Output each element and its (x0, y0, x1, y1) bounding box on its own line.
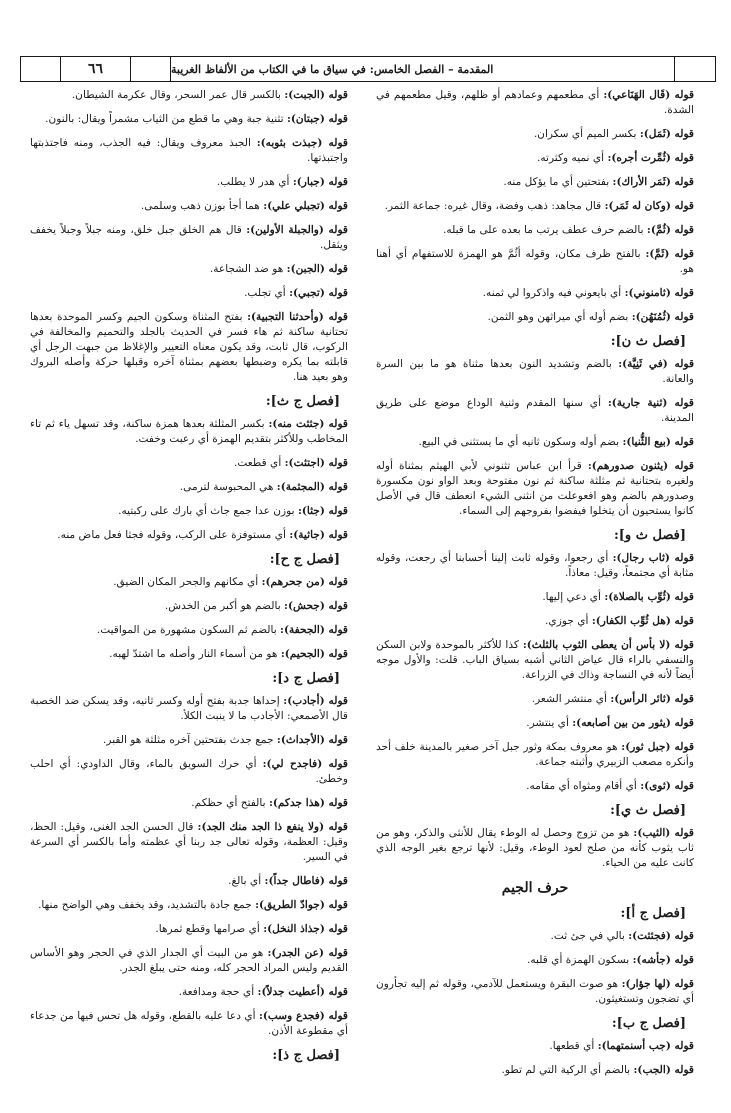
entry-definition: إحداها جدبة بفتح أوله وكسر ثانيه، وقد يسكن ضد الخصبة قال الأصمعي: الأجادب ما لا ينبت الكلأ. (30, 695, 348, 722)
glossary-entry (30, 417, 348, 447)
entry-term: قوله (في ثَنِيَّة): (618, 358, 695, 370)
entry-definition: هو معروف بمكة وثور جبل آخر صغير بالمدينة خلف أحد وأنكره مصعب الزبيري وأثبته جماعة. (376, 741, 694, 768)
section-heading: [فصل ث ي]: (610, 803, 686, 818)
glossary-entry (30, 796, 348, 811)
entry-definition: قال هم الخلق جبل خلق، ومنه جبلاً وجبلاً يخفف ويثقل. (30, 224, 348, 251)
glossary-entry (30, 286, 348, 301)
glossary-entry (30, 88, 348, 103)
entry-definition: أي بايعوني فيه واذكروا لي ثمنه. (482, 287, 625, 299)
entry-definition: بضم أوله أي ميراثهن وهو الثمن. (487, 311, 632, 323)
entry-term: قوله (ثاب رجال): (612, 552, 695, 564)
entry-term: قوله (قَال الهَنَاعي): (603, 89, 695, 101)
entry-definition: أي هدر لا يطلب. (216, 176, 293, 188)
entry-term: قوله (المجثمة): (276, 481, 348, 493)
glossary-entry (376, 199, 694, 214)
entry-definition: أي حجة ومدافعة. (178, 986, 258, 998)
entry-definition: أي نميه وكثرته. (536, 152, 608, 164)
entry-term: قوله (أعطيت جدلاً): (257, 986, 348, 998)
glossary-entry (30, 733, 348, 748)
entry-definition: أي بالغ. (228, 875, 265, 887)
entry-term: قوله (الجحفة): (280, 624, 348, 636)
glossary-entry (376, 247, 694, 277)
entry-definition: بفتحتين أي ما يؤكل منه. (503, 176, 613, 188)
glossary-entry (376, 127, 694, 142)
entry-definition: أي رجعوا، وقوله ثابت إلينا أحسابنا أي رجعت، وقوله مثابة أي مجتمعاً، وقيل: معاذاً. (376, 552, 694, 579)
section-heading: [فصل ج ب]: (611, 1016, 686, 1031)
right-column (376, 88, 694, 1087)
entry-definition: أي صرامها وقطع ثمرها. (155, 923, 264, 935)
glossary-entry (376, 357, 694, 387)
entry-definition: بالضم هو أكبر من الخدش. (164, 600, 285, 612)
entry-term: قوله (والجبلة الأولين): (246, 224, 348, 236)
entry-term: قوله (الثيب): (633, 827, 694, 839)
glossary-entry (30, 310, 348, 385)
entry-definition: جمع جادة بالتشديد، وقد يخفف وهي الواضح منها. (38, 899, 256, 911)
section-heading: [فصل ث و]: (613, 528, 686, 543)
glossary-entry (30, 922, 348, 937)
glossary-entry (376, 175, 694, 190)
header-empty-cell (675, 57, 715, 81)
entry-term: قوله (ثنية جارية): (607, 397, 694, 409)
entry-term: قوله (تجبلي علي): (263, 200, 348, 212)
entry-definition: أي دعا عليه بالقطع، وقوله هل تحس فيها من جدعاء أي مقطوعة الأذن. (30, 1010, 348, 1037)
entry-definition: أي ينتشر. (526, 717, 573, 729)
glossary-entry (376, 310, 694, 325)
entry-term: قوله (من جحرهم): (261, 576, 348, 588)
glossary-entry (30, 647, 348, 662)
entry-term: قوله (جبتان): (286, 113, 348, 125)
entry-definition: أي حرك السويق بالماء، وقال الداودي: أي احلب وخطئ. (30, 758, 348, 785)
running-header (20, 56, 716, 82)
page-number: ٦٦ (61, 57, 131, 81)
entry-term: قوله (فاجدح لي): (262, 758, 348, 770)
entry-definition: تثنية جبة وهي ما قطع من الثياب مشمراً ويقال: بالنون. (45, 113, 287, 125)
entry-definition: بكسر المثلثة بعدها همزة ساكنة، وقد تسهل ياء ثم تاء المخاطب وللأكثر بتقديم الهمزة أي رعبت وخفت. (30, 418, 348, 445)
glossary-entry (376, 435, 694, 450)
entry-term: قوله (الجبت): (284, 89, 348, 101)
glossary-entry (376, 779, 694, 794)
entry-definition: بضم أوله وسكون ثانيه أي ما يستثنى في البيع. (418, 436, 623, 448)
chapter-heading: حرف الجيم (501, 880, 569, 896)
entry-definition: هو صوت البقرة ويستعمل للآدمي، وقوله ثم إليه تجأرون أي تضجون وتستغيثون. (376, 978, 694, 1005)
glossary-entry (30, 985, 348, 1000)
glossary-entry (376, 740, 694, 770)
entry-term: قوله (جأشه): (632, 954, 694, 966)
section-heading: [فصل ج د]: (272, 671, 340, 686)
entry-term: قوله (يثنون صدورهم): (587, 460, 694, 472)
header-empty-cell (21, 57, 61, 81)
glossary-entry (30, 1009, 348, 1039)
entry-definition: الجبذ معروف ويقال: فيه الجذب، ومنه فاجتذبتها واجتبذتها. (30, 137, 348, 164)
entry-definition: كذا للأكثر بالموحدة ولابن السكن والنسفي بالراء قال عياض الثاني أشبه بسياق الباب. قلت: والأول موجه أيضاً لأنه في النساجة وذاك في الزراعة. (376, 639, 694, 681)
entry-term: قوله (ثُوِّب بالصلاة): (604, 591, 694, 603)
entry-term: قوله (ثَمَر الأراك): (612, 176, 694, 188)
entry-definition: أي مستوفزة على الركب، وقوله فجثا فعل ماض منه. (57, 529, 290, 541)
glossary-entry (376, 614, 694, 629)
entry-definition: بالضم حرف عطف يرتب ما بعده على ما قبله. (443, 224, 647, 236)
entry-definition: هو من أسماء النار وأصله ما اشتدّ لهبه. (109, 648, 281, 660)
entry-term: قوله (الأجداث): (276, 734, 348, 746)
entry-term: قوله (فجدع وسب): (258, 1010, 348, 1022)
glossary-entry (376, 1039, 694, 1054)
entry-term: قوله (جثا): (297, 505, 348, 517)
entry-term: قوله (وكان له ثَمَر): (604, 200, 694, 212)
header-title: المقدمة – الفصل الخامس: في سياق ما في الكتاب من الألفاظ الغريبة (171, 57, 675, 81)
entry-term: قوله (جحش): (284, 600, 348, 612)
glossary-entry (376, 151, 694, 166)
entry-definition: قال الحسن الجد الغنى، وقيل: الحظ، وقيل: العظمة، وقوله تعالى جد ربنا أي عظمته وأما بالكسر أي السرعة في السير. (30, 821, 348, 863)
section-heading: [فصل ج أ]: (620, 906, 686, 921)
entry-term: قوله (جثثت منه): (268, 418, 348, 430)
glossary-entry (376, 638, 694, 683)
entry-term: قوله (ثُمَّ): (646, 224, 694, 236)
entry-definition: بالفتح ظرف مكان، وقوله أثُمَّ هو الهمزة للاستفهام أي أهنا هو. (376, 248, 694, 275)
glossary-entry (30, 175, 348, 190)
entry-term: قوله (ثُمِّرت أجره): (607, 152, 694, 164)
entry-term: قوله (لها جؤار): (621, 978, 694, 990)
glossary-entry (376, 590, 694, 605)
glossary-entry (376, 953, 694, 968)
entry-definition: بالي في جئ ثت. (550, 930, 629, 942)
glossary-entry (376, 826, 694, 871)
entry-definition: بالضم أي الركية التي لم تطو. (501, 1064, 634, 1076)
section-heading: [فصل ج ح]: (269, 552, 340, 567)
glossary-entry (376, 551, 694, 581)
glossary-entry (30, 262, 348, 277)
glossary-entry (30, 575, 348, 590)
entry-term: قوله (ثَمَل): (639, 128, 694, 140)
entry-term: قوله (ثوى): (640, 780, 694, 792)
entry-definition: هما أجأ بوزن ذهب وسلمى. (140, 200, 264, 212)
entry-term: قوله (ثائر الرأس): (610, 693, 694, 705)
glossary-entry (376, 716, 694, 731)
entry-term: قوله (اجتثت): (284, 457, 348, 469)
entry-definition: بسكون الهمزة أي قلبه. (526, 954, 633, 966)
entry-definition: هو من البيت أي الجدار الذي في الحجر وهو الأساس القديم وليس المراد الحجر كله، ومنه حتى يبلغ الجدر. (30, 947, 348, 974)
entry-term: قوله (جاثية): (289, 529, 348, 541)
entry-term: قوله (فجئثت): (628, 930, 694, 942)
entry-definition: هي المحبوسة لترمى. (179, 481, 277, 493)
entry-definition: قال مجاهد: ذهب وفضة، وقال غيره: جماعة الثمر. (384, 200, 605, 212)
entry-definition: أي جوزي. (545, 615, 592, 627)
entry-term: قوله (جبذت بثوبه): (256, 137, 348, 149)
glossary-entry (30, 112, 348, 127)
glossary-entry (30, 528, 348, 543)
glossary-entry (30, 199, 348, 214)
entry-definition: هو ضد الشجاعة. (209, 263, 287, 275)
section-heading: [فصل ج ث]: (265, 394, 340, 409)
glossary-entry (30, 946, 348, 976)
entry-term: قوله (ثامنوني): (624, 287, 694, 299)
glossary-entry (30, 757, 348, 787)
entry-term: قوله (أجادب): (283, 695, 348, 707)
entry-definition: بفتح المثناة وسكون الجيم وكسر الموحدة بعدها تحتانية ساكنة ثم هاء فسر في الحديث بالجلد والتحميم والمخالفة في الركوب، قال ثابت، وقد يكون معناه التعيير والإغلاظ من جبهت الرجل أي قابلته بما يكره وضبطها بعضهم بمثناة آخره وقبلها حركة وأصله البروك وهو بعيد هنا. (30, 311, 348, 383)
glossary-entry (30, 223, 348, 253)
entry-term: قوله (عن الجدر): (267, 947, 348, 959)
entry-definition: هو من تزوج وحصل له الوطء يقال للأنثى والذكر، وهو من ثاب يثوب كأنه من صلح لعود الوطء، وقيل: لأنها ترجع بغير الوجه الذي كانت عليه من الحياء. (376, 827, 694, 869)
glossary-entry (376, 977, 694, 1007)
glossary-entry (30, 136, 348, 166)
entry-definition: جمع جدث بفتحتين آخره مثلثة هو القبر. (102, 734, 277, 746)
glossary-entry (376, 692, 694, 707)
entry-term: قوله (ثُمُنَهُن): (631, 311, 694, 323)
glossary-entry (30, 874, 348, 889)
entry-definition: بالضم ثم السكون مشهورة من المواقيت. (96, 624, 281, 636)
glossary-entry (30, 599, 348, 614)
entry-term: قوله (الجبن): (286, 263, 348, 275)
entry-definition: بوزن عدا جمع جاث أي بارك على ركبتيه. (118, 505, 298, 517)
entry-definition: أي دعي إليها. (542, 591, 605, 603)
entry-term: قوله (هذا جدكم): (268, 797, 348, 809)
entry-definition: أي تجلب. (244, 287, 290, 299)
glossary-entry (30, 504, 348, 519)
entry-definition: أي منتشر الشعر. (531, 693, 611, 705)
glossary-entry (30, 820, 348, 865)
entry-definition: أي قطعت. (234, 457, 285, 469)
entry-definition: بكسر الميم أي سكران. (533, 128, 640, 140)
glossary-entry (376, 459, 694, 519)
glossary-entry (376, 286, 694, 301)
entry-term: قوله (جب أسنمتهما): (597, 1040, 694, 1052)
entry-term: قوله (الجب): (633, 1064, 694, 1076)
glossary-entry (30, 898, 348, 913)
entry-definition: أي مطعمهم وعمادهم أو ظلهم، وقيل مطعمهم في الشدة. (376, 89, 694, 116)
entry-term: قوله (الجحيم): (280, 648, 348, 660)
entry-definition: قرأ ابن عباس تثنوني لأبي الهيثم بمثناة أوله ولغيره بتحتانية ثم مثلثة ساكنة ثم نون مفتوحة وبعد الواو نون مكسورة وصدورهم بالضم وهو افعوعلت من انثنى الشيء انعطف قال في الأصل كانوا يستحيون أن يتخلوا فيفضوا بفروجهم إلى السماء. (376, 460, 694, 517)
entry-term: قوله (ثَمَّ): (645, 248, 694, 260)
entry-term: قوله (جبار): (292, 176, 348, 188)
glossary-entry (376, 88, 694, 118)
entry-definition: بالضم وتشديد النون بعدها مثناة هو ما بين السرة والعانة. (376, 358, 694, 385)
entry-term: قوله (جوادّ الطريق): (255, 899, 348, 911)
entry-term: قوله (هل ثُوِّب الكفار): (591, 615, 694, 627)
left-column (30, 88, 348, 1071)
header-empty-cell (131, 57, 171, 81)
entry-definition: أي سنها المقدم وثنية الوداع موضع على طريق المدينة. (376, 397, 694, 424)
entry-definition: أي قطعها. (549, 1040, 598, 1052)
glossary-entry (30, 623, 348, 638)
section-heading: [فصل ث ن]: (610, 334, 686, 349)
entry-term: قوله (جذاذ النخل): (263, 923, 348, 935)
entry-definition: بالفتح أي حظكم. (191, 797, 269, 809)
entry-definition: بالكسر قال عمر السحر، وقال عكرمة الشيطان. (71, 89, 285, 101)
glossary-entry (376, 396, 694, 426)
entry-term: قوله (وأحدثنا التجبية): (247, 311, 348, 323)
entry-term: قوله (يثور من بين أصابعه): (572, 717, 694, 729)
section-heading: [فصل ج ذ]: (272, 1048, 340, 1063)
entry-term: قوله (تجبي): (289, 287, 348, 299)
entry-definition: أي أقام ومثواه أي مقامه. (526, 780, 641, 792)
entry-term: قوله (لا بأس أن يعطى الثوب بالثلث): (522, 639, 694, 651)
glossary-entry (30, 694, 348, 724)
entry-definition: أي مكانهم والجحر المكان الضيق. (113, 576, 262, 588)
glossary-entry (376, 223, 694, 238)
glossary-entry (376, 1063, 694, 1078)
entry-term: قوله (بيع الثُّنيا): (622, 436, 694, 448)
entry-term: قوله (ولا ينفع ذا الجد منك الجد): (197, 821, 348, 833)
entry-term: قوله (فاطال جداً): (264, 875, 348, 887)
glossary-entry (376, 929, 694, 944)
glossary-entry (30, 456, 348, 471)
glossary-entry (30, 480, 348, 495)
entry-term: قوله (جبل ثور): (621, 741, 695, 753)
